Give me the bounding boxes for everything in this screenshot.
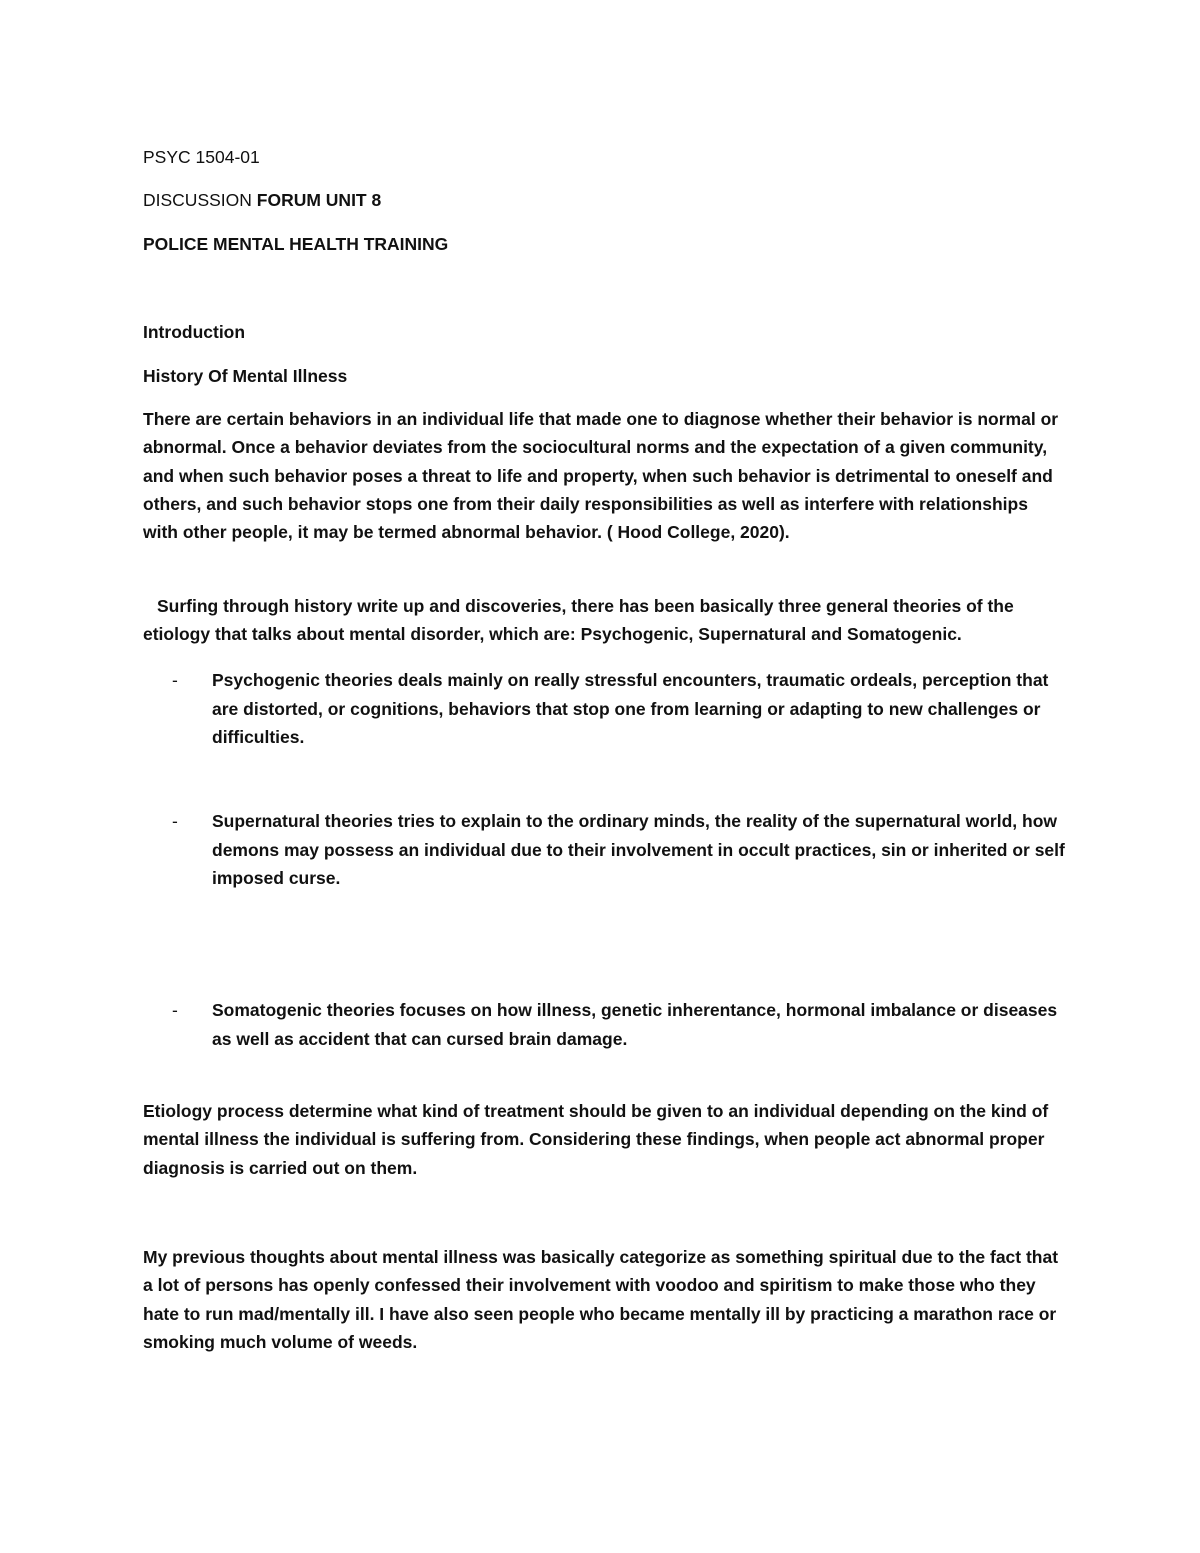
bullet-marker: -: [172, 811, 178, 831]
discussion-suffix: FORUM UNIT 8: [256, 190, 382, 210]
paragraph-previous-thoughts: My previous thoughts about mental illness was basically categorize as something spiritual due to the fact that a lot of persons has openly confessed their involvement with voodoo and spiritism to make those who they hate to run mad/mentally ill. I have also seen people who became mentally ill by practicing a marathon race or smoking much volume of weeds.: [143, 1247, 1059, 1352]
heading-introduction: Introduction: [143, 322, 246, 342]
course-code: PSYC 1504-01: [143, 147, 260, 167]
bullet-somatogenic: [172, 996, 1072, 1053]
bullet-text: Somatogenic theories focuses on how illness, genetic inherentance, hormonal imbalance or diseases as well as accident that can cursed brain damage.: [212, 1000, 1058, 1049]
paragraph-abnormal-behavior: There are certain behaviors in an individual life that made one to diagnose whether their behavior is normal or abnormal. Once a behavior deviates from the sociocultural norms and the expectation of a given community, and when such behavior poses a threat to life and property, when such behavior is detrimental to oneself and others, and such behavior stops one from their daily responsibilities as well as interfere with relationships with other people, it may be termed abnormal behavior. ( Hood College, 2020).: [143, 409, 1059, 543]
bullet-psychogenic: [172, 666, 1072, 752]
bullet-text: Supernatural theories tries to explain to the ordinary minds, the reality of the supernatural world, how demons may possess an individual due to their involvement in occult practices, sin or inherited or self imposed curse.: [212, 811, 1065, 889]
bullet-supernatural: [172, 807, 1072, 893]
discussion-prefix: DISCUSSION: [143, 190, 252, 210]
document-title: POLICE MENTAL HEALTH TRAINING: [143, 234, 449, 254]
paragraph-theories-intro: Surfing through history write up and discoveries, there has been basically three general theories of the etiology that talks about mental disorder, which are: Psychogenic, Supernatural and Somatogenic.: [143, 596, 1014, 645]
paragraph-etiology-process: Etiology process determine what kind of treatment should be given to an individual depending on the kind of mental illness the individual is suffering from. Considering these findings, when people act abnormal proper diagnosis is carried out on them.: [143, 1101, 1049, 1178]
bullet-marker: -: [172, 670, 178, 690]
discussion-label: [143, 186, 381, 214]
bullet-text: Psychogenic theories deals mainly on really stressful encounters, traumatic ordeals, perception that are distorted, or cognitions, behaviors that stop one from learning or adapting to new challenges or difficulties.: [212, 670, 1049, 748]
heading-history: History Of Mental Illness: [143, 366, 348, 386]
bullet-marker: -: [172, 1000, 178, 1020]
